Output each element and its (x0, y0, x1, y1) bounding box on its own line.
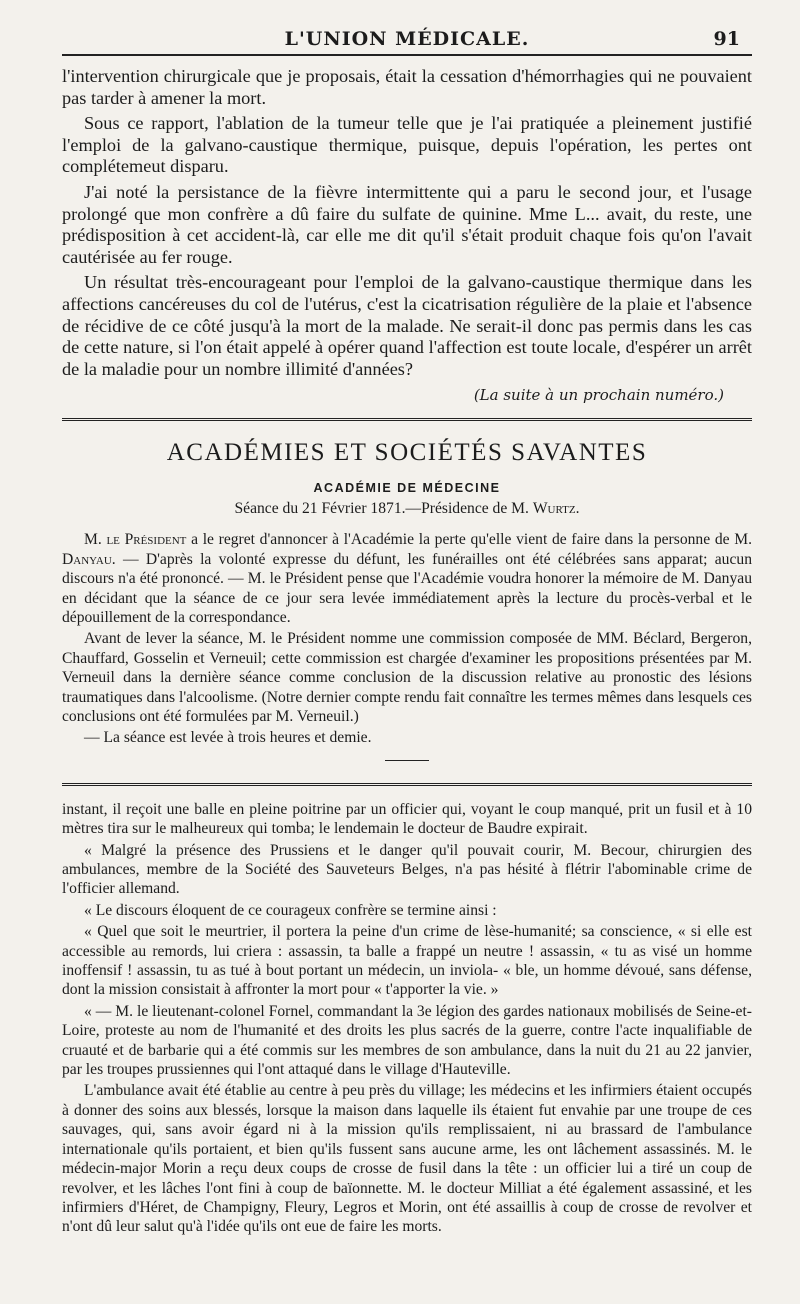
seance-line (62, 500, 752, 518)
paragraph: « Quel que soit le meurtrier, il portera la peine d'un crime de lèse-humanité; sa conscience, « si elle est accessible au remords, lui criera : assassin, ta balle a frappé un neutre ! assassin, « tu as visé un homme inoffensif ! assassin, tu as tué à bout portant un médecin, un inviola- « ble, un homme dévoué, sans défense, dont la mission consistait à affronter la mort pour « t'apporter la vie. » (62, 923, 752, 999)
feuilleton-divider (62, 783, 752, 790)
paragraph: Un résultat très-encourageant pour l'emploi de la galvano-caustique thermique dans les affections cancéreuses du col de l'utérus, c'est la cicatrisation régulière de la plaie et l'absence de récidive de ce côté jusqu'à la mort de la malade. Ne serait-il donc pas permis dans les cas de cette nature, si l'on était appelé à opérer quand l'affection est toute locale, d'espérer un arrêt de la maladie pour un nombre illimité d'années? (62, 272, 752, 379)
paragraph: Avant de lever la séance, M. le Président nomme une commission composée de MM. Béclard, Bergeron, Chauffard, Gosselin et Verneuil; cette commission est chargée d'examiner les propositions présentées par M. Verneuil dans la dernière séance comme conclusion de la discussion relative au pronostic des lésions traumatiques dans l'alcoolisme. (Notre dernier compte rendu fait connaître les termes mêmes dans lesquels ces conclusions ont été formulées par M. Verneuil.) (62, 630, 752, 725)
academies-section (62, 439, 752, 760)
paragraph: l'intervention chirurgicale que je proposais, était la cessation d'hémorrhagies qui ne pouvaient pas tarder à amener la mort. (62, 66, 752, 108)
paragraph-text: — D'après la volonté expresse du défunt, les funérailles ont été célébrées sans apparat; aucun discours n'a été prononcé. — M. le Président pense que l'Académie voudra honorer la mémoire de M. Danyau en décidant que la séance de ce jour sera levée immédiatement après la lecture du procès-verbal et le dépouillement de la correspondance. (62, 550, 752, 626)
paragraph: « — M. le lieutenant-colonel Fornel, commandant la 3e légion des gardes nationaux mobilisés de Seine-et-Loire, proteste au nom de l'humanité et des droits les plus sacrés de la guerre, contre l'acte inqualifiable de cruauté et de barbarie qui a été commis sur les membres de son ambulance, dans la nuit du 21 au 22 janvier, par les troupes prussiennes qui l'ont attaqué dans le village d'Hauteville. (62, 1002, 752, 1079)
continuation-note: (La suite à un prochain numéro.) (473, 386, 724, 405)
paragraph-text: a le regret d'annoncer à l'Académie la perte qu'elle vient de faire dans la personne de M. (186, 531, 752, 549)
subsection-title: ACADÉMIE DE MÉDECINE (313, 481, 501, 496)
paragraph: J'ai noté la persistance de la fièvre intermittente qui a paru le second jour, et l'usage prolongé que mon confrère a dû faire du sulfate de quinine. Mme L... avait, du reste, une prédisposition à cet accident-là, car elle me dit qu'il s'était produit chaque fois qu'on l'avait cautérisée au fer rouge. (62, 181, 752, 267)
deceased-name: Danyau. (62, 550, 116, 568)
header-rule (62, 54, 752, 56)
paragraph: L'ambulance avait été établie au centre à peu près du village; les médecins et les infirmiers étaient occupés à donner des soins aux blessés, lorsque la maison dans laquelle ils étaient fut envahie par une troupe de ces sauvages, qui, sans avoir égard ni à la mission qu'ils remplissaient, ni au brassard de l'ambulance internationale qu'ils portaient, et bien qu'ils fussent sans aucune arme, les ont lâchement assassinés. M. le médecin-major Morin a reçu deux coups de crosse de fusil dans la tête : un officier lui a tiré un coup de revolver, et les lâches l'ont fini à coup de baïonnette. M. le docteur Milliat a été également assassiné, et les infirmiers d'Héret, de Champigny, Fleury, Legros et Morin, ont été assaillis à coup de crosse de revolver et n'ont dû leur salut qu'à l'idée qu'ils ont eue de faire les morts. (62, 1082, 752, 1236)
running-title: L'UNION MÉDICALE. (284, 28, 530, 50)
section-divider (62, 418, 752, 425)
short-divider (385, 760, 429, 761)
paragraph: instant, il reçoit une balle en pleine poitrine par un officier qui, voyant le coup manqué, prit un fusil et à 10 mètres tira sur le malheureux qui tomba; le lendemain le docteur de Baudre expirait. (62, 800, 752, 838)
section-title: ACADÉMIES ET SOCIÉTÉS SAVANTES (166, 439, 648, 467)
paragraph: « Le discours éloquent de ce courageux confrère se termine ainsi : (84, 901, 497, 919)
paragraph: Sous ce rapport, l'ablation de la tumeur telle que je l'ai pratiquée a pleinement justifié l'emploi de la galvano-caustique thermique, puisque, depuis l'opération, les pertes ont complétemeut disparu. (62, 113, 752, 177)
feuilleton (62, 800, 752, 1237)
president-name: Wurtz. (532, 500, 580, 518)
page-header (62, 0, 752, 52)
paragraph (62, 530, 752, 627)
paragraph: « Malgré la présence des Prussiens et le danger qu'il pouvait courir, M. Becour, chirurgien des ambulances, membre de la Société des Sauveteurs Belges, n'a pas hésité à flétrir l'abominable crime de l'officier allemand. (62, 841, 752, 898)
seance-date: Séance du 21 Février 1871.—Présidence de M. (234, 500, 533, 518)
continued-article (62, 66, 752, 404)
paragraph: — La séance est levée à trois heures et demie. (84, 729, 372, 747)
speaker-name: M. le Président (84, 531, 187, 549)
page-number: 91 (713, 28, 740, 50)
